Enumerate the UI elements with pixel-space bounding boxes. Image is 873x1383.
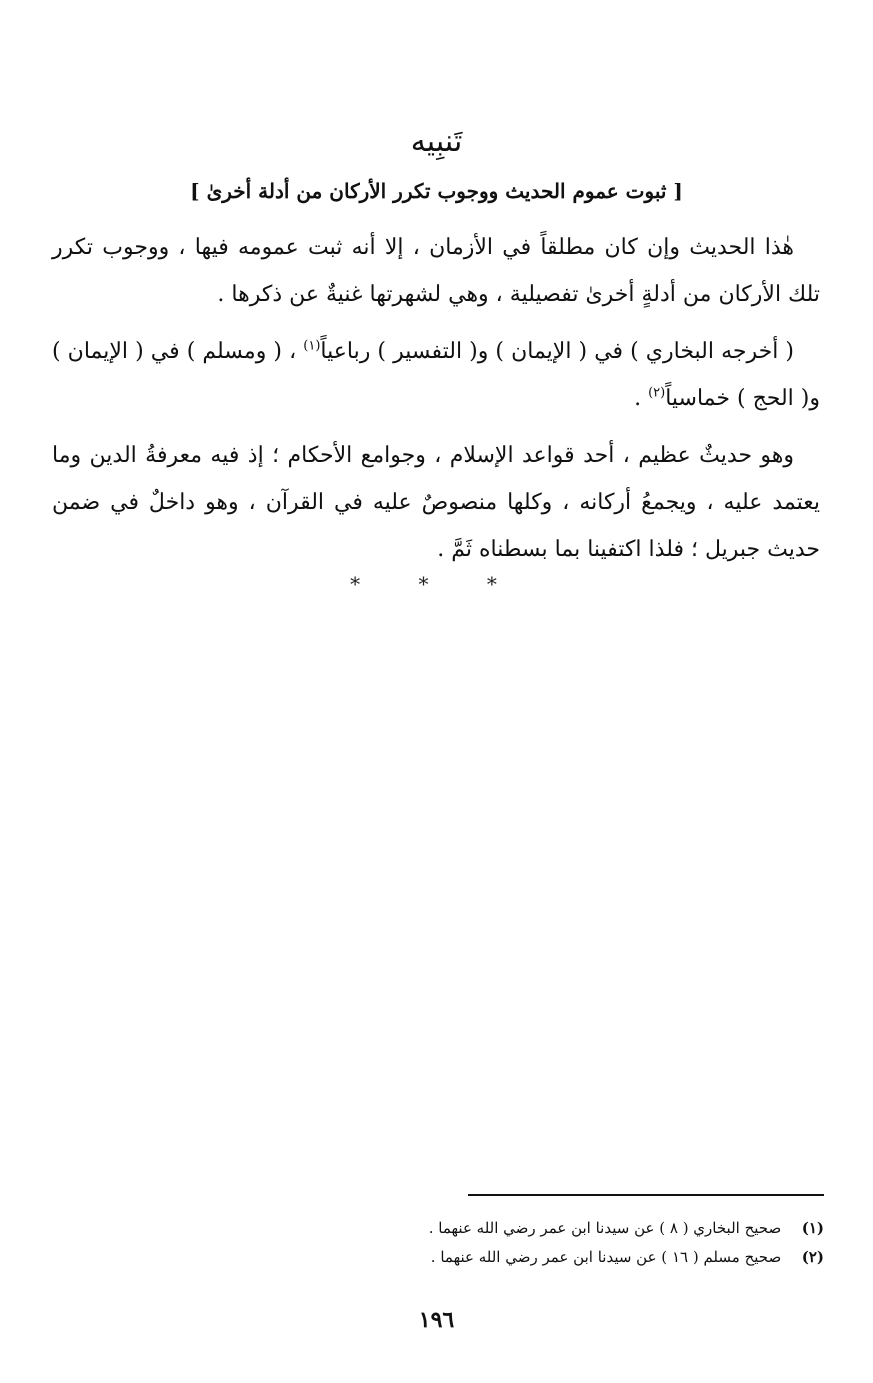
footnote-1 [300,1214,824,1243]
footnote-number: (١) [801,1219,824,1237]
paragraph-1: هٰذا الحديث وإن كان مطلقاً في الأزمان ، إلا أنه ثبت عمومه فيها ، ووجوب تكرر تلك الأركان من أدلةٍ أخرىٰ تفصيلية ، وهي لشهرتها غنيةٌ عن ذكرها . [52,235,820,307]
footnote-text: صحيح مسلم ( ١٦ ) عن سيدنا ابن عمر رضي الله عنهما . [430,1248,782,1266]
paragraph-2-part-c: . [634,386,649,411]
footnote-text: صحيح البخاري ( ٨ ) عن سيدنا ابن عمر رضي الله عنهما . [428,1219,782,1237]
footnote-number: (٢) [801,1248,824,1266]
paragraph-2-part-b: ، ( ومسلم ) في ( الإيمان ) و( الحج ) خماسياً [52,339,820,411]
main-text [52,224,820,583]
footnote-divider [468,1194,824,1196]
footnotes [300,1214,824,1272]
paragraph-3: وهو حديثٌ عظيم ، أحد قواعد الإسلام ، وجوامع الأحكام ؛ إذ فيه معرفةُ الدين وما يعتمد عليه ، ويجمعُ أركانه ، وكلها منصوصٌ عليه في القرآن ، وهو داخلٌ في ضمن حديث جبريل ؛ فلذا اكتفينا بما بسطناه ثَمَّ . [52,443,820,562]
section-separator: * * * [350,572,523,596]
paragraph-2-part-a: ( أخرجه البخاري ) في ( الإيمان ) و( التفسير ) رباعياً [320,339,794,364]
paragraph-2 [52,328,820,422]
section-heading: تَنبِيه [410,124,463,159]
footnote-2 [300,1243,824,1272]
footnote-ref-1: (١) [303,338,321,354]
section-subheading: [ ثبوت عموم الحديث ووجوب تكرر الأركان من أدلة أخرىٰ ] [190,179,683,203]
page-number: ١٩٦ [418,1307,455,1333]
footnote-ref-2: (٢) [648,385,666,401]
